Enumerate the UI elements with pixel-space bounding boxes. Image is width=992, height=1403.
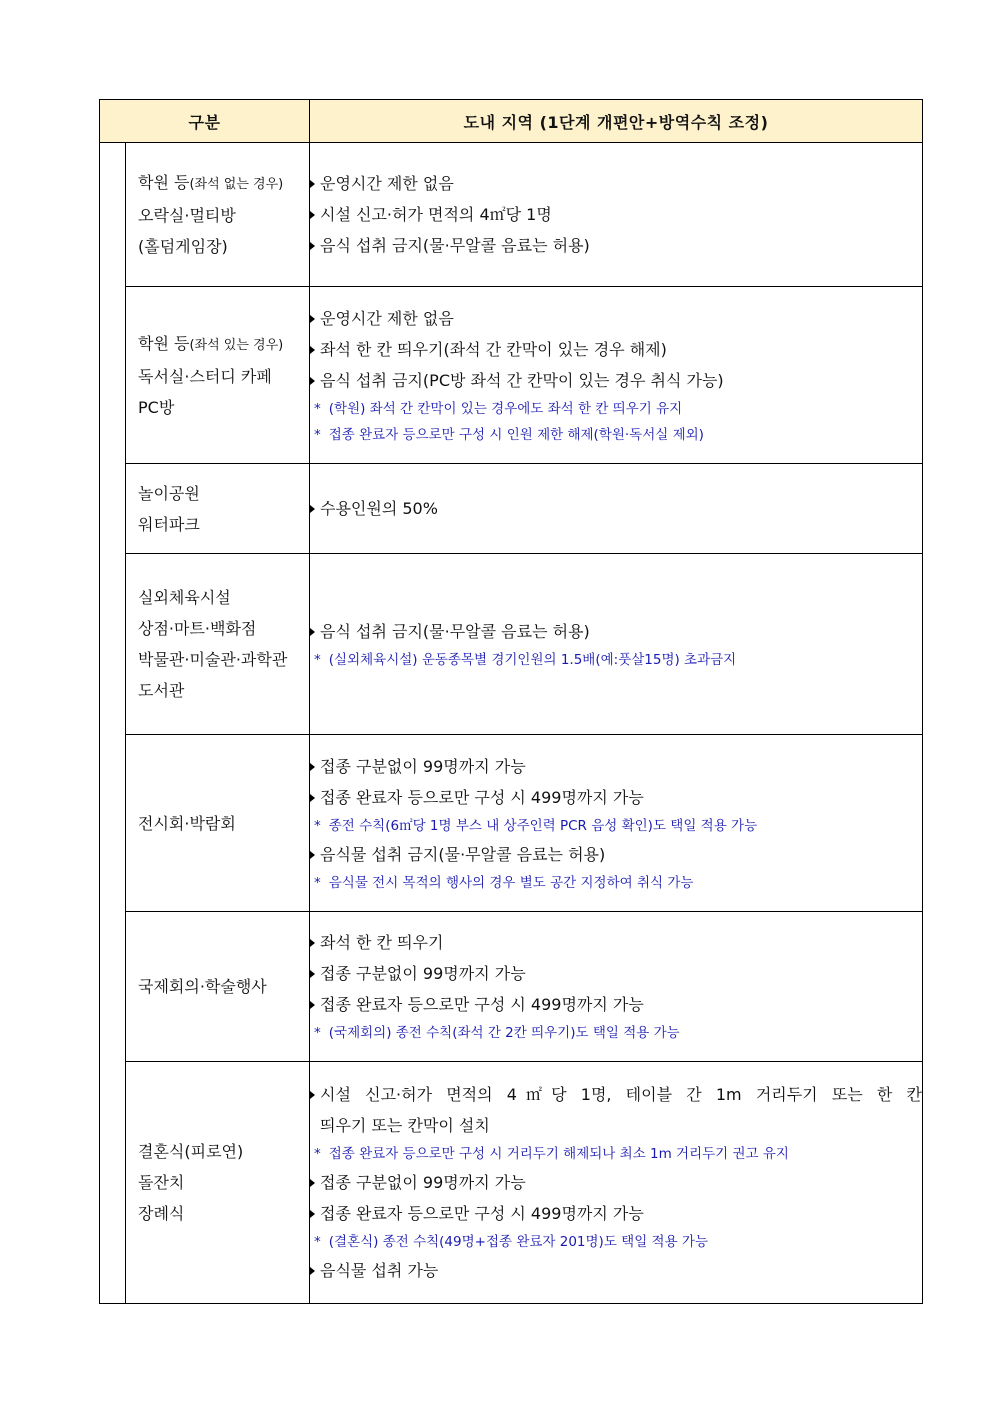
triangle-right-icon	[310, 1091, 315, 1099]
category-line	[138, 613, 309, 644]
category-line	[138, 582, 309, 613]
category-line	[138, 392, 309, 423]
rule-cell	[310, 554, 923, 735]
rule-text: 접종 완료자 등으로만 구성 시 499명까지 가능	[320, 787, 644, 807]
rule-text: 접종 완료자 등으로만 구성 시 499명까지 가능	[320, 995, 644, 1014]
footnote-text: 접종 완료자 등으로만 구성 시 거리두기 해제되나 최소 1m 거리두기 권고 유지	[328, 1146, 789, 1162]
rule-line	[310, 365, 922, 396]
footnote-text: (국제회의) 종전 수칙(좌석 간 2칸 띄우기)도 택일 적용 가능	[328, 1025, 680, 1041]
triangle-right-icon	[310, 346, 315, 354]
triangle-right-icon	[310, 763, 315, 771]
footnote-text: (실외체육시설) 운동종목별 경기인원의 1.5배(예:풋살15명) 초과금지	[328, 651, 737, 668]
table-row	[100, 143, 923, 287]
rule-cell	[310, 464, 923, 554]
footnote-text: 종전 수칙(6㎡당 1명 부스 내 상주인력 PCR 음성 확인)도 택일 적용 가능	[328, 817, 758, 834]
footnote-text: (학원) 좌석 간 칸막이 있는 경우에도 좌석 한 칸 띄우기 유지	[328, 400, 683, 417]
rule-text: 띄우기 또는 칸막이 설치	[320, 1116, 490, 1135]
footnote-text: 음식물 전시 목적의 행사의 경우 별도 공간 지정하여 취식 가능	[328, 874, 694, 891]
regulation-table	[99, 99, 923, 1304]
category-lines	[126, 808, 309, 839]
category-line	[138, 675, 309, 706]
rule-text: 음식 섭취 금지(PC방 좌석 간 칸막이 있는 경우 취식 가능)	[320, 370, 724, 390]
rule-line	[310, 927, 922, 958]
category-line	[138, 328, 309, 361]
rule-text: 음식 섭취 금지(물·무알콜 음료는 허용)	[320, 621, 590, 641]
category-label: 실외체육시설	[138, 588, 231, 607]
category-line	[138, 231, 309, 262]
rule-line	[310, 839, 922, 870]
category-label: 독서실·스터디 카페	[138, 366, 272, 386]
category-line	[138, 1167, 309, 1198]
rule-text: 시설 신고·허가 면적의 4㎡당 1명	[320, 205, 552, 224]
category-cell	[126, 1062, 310, 1304]
category-qualifier: (좌석 있는 경우)	[189, 337, 284, 353]
category-lines	[126, 1136, 309, 1229]
category-cell	[126, 143, 310, 287]
table-row	[100, 1062, 923, 1304]
category-label: (홀덤게임장)	[138, 237, 228, 256]
rule-line-continuation	[310, 1110, 922, 1141]
rule-line	[310, 168, 922, 199]
category-cell	[126, 287, 310, 464]
category-lines	[126, 582, 309, 706]
category-line	[138, 478, 309, 509]
rule-line	[310, 958, 922, 989]
rule-text: 접종 완료자 등으로만 구성 시 499명까지 가능	[320, 1204, 644, 1223]
rule-text: 접종 구분없이 99명까지 가능	[320, 756, 526, 776]
rule-line	[310, 230, 922, 261]
rule-line	[310, 334, 922, 365]
category-cell	[126, 554, 310, 735]
category-line	[138, 644, 309, 675]
table-row	[100, 554, 923, 735]
category-lines	[126, 328, 309, 423]
table-header-row	[100, 100, 923, 143]
asterisk-marker: *	[314, 1234, 321, 1250]
rule-text: 시설 신고·허가 면적의 4㎡당 1명, 테이블 간 1m 거리두기 또는 한 칸	[320, 1085, 923, 1104]
category-label: 놀이공원	[138, 483, 200, 503]
rule-cell	[310, 735, 923, 912]
rule-text: 음식물 섭취 금지(물·무알콜 음료는 허용)	[320, 844, 606, 864]
footnote-line	[310, 1229, 922, 1255]
triangle-right-icon	[310, 970, 315, 978]
category-label: 국제회의·학술행사	[138, 977, 267, 996]
rule-text: 운영시간 제한 없음	[320, 308, 454, 328]
triangle-right-icon	[310, 211, 315, 219]
rule-line	[310, 1167, 922, 1198]
rule-line	[310, 751, 922, 782]
category-label: 워터파크	[138, 514, 200, 534]
triangle-right-icon	[310, 851, 315, 859]
triangle-right-icon	[310, 794, 315, 802]
rule-text: 수용인원의 50%	[320, 499, 438, 518]
asterisk-marker: *	[314, 651, 321, 668]
rule-text: 접종 구분없이 99명까지 가능	[320, 1173, 526, 1192]
header-category: 구분	[100, 100, 310, 143]
category-line	[138, 1136, 309, 1167]
category-label: 돌잔치	[138, 1173, 185, 1192]
group-spine-cell	[100, 143, 126, 1304]
rule-line	[310, 1198, 922, 1229]
rule-line	[310, 199, 922, 230]
triangle-right-icon	[310, 505, 315, 513]
asterisk-marker: *	[314, 1146, 321, 1162]
header-region: 도내 지역 (1단계 개편안+방역수칙 조정)	[310, 100, 923, 143]
category-line	[138, 200, 309, 231]
rule-line	[310, 1079, 922, 1110]
footnote-line	[310, 870, 922, 896]
category-cell	[126, 464, 310, 554]
footnote-line	[310, 1020, 922, 1046]
triangle-right-icon	[310, 1001, 315, 1009]
category-label: 상점·마트·백화점	[138, 619, 257, 638]
category-label: 도서관	[138, 681, 185, 700]
rule-text: 음식물 섭취 가능	[320, 1261, 439, 1280]
category-qualifier: (좌석 없는 경우)	[189, 177, 284, 192]
footnote-text: 접종 완료자 등으로만 구성 시 인원 제한 해제(학원·독서실 제외)	[328, 426, 704, 443]
rule-line	[310, 989, 922, 1020]
triangle-right-icon	[310, 1267, 315, 1275]
asterisk-marker: *	[314, 874, 321, 891]
category-line	[138, 361, 309, 392]
rule-text: 접종 구분없이 99명까지 가능	[320, 964, 526, 983]
category-lines	[126, 167, 309, 262]
triangle-right-icon	[310, 315, 315, 323]
rule-text: 좌석 한 칸 띄우기	[320, 933, 444, 952]
asterisk-marker: *	[314, 426, 321, 443]
footnote-line	[310, 647, 922, 673]
rule-line	[310, 303, 922, 334]
rule-line	[310, 616, 922, 647]
table-row	[100, 464, 923, 554]
triangle-right-icon	[310, 180, 315, 188]
rule-cell	[310, 912, 923, 1062]
category-label: 학원 등	[138, 333, 190, 353]
category-cell	[126, 735, 310, 912]
footnote-line	[310, 813, 922, 839]
asterisk-marker: *	[314, 400, 321, 417]
category-line	[138, 167, 309, 200]
category-line	[138, 1198, 309, 1229]
rule-line	[310, 1255, 922, 1286]
category-label: PC방	[138, 397, 175, 417]
triangle-right-icon	[310, 1210, 315, 1218]
rule-cell	[310, 287, 923, 464]
footnote-text: (결혼식) 종전 수칙(49명+접종 완료자 201명)도 택일 적용 가능	[328, 1234, 708, 1250]
rule-line	[310, 782, 922, 813]
category-label: 오락실·멀티방	[138, 206, 236, 225]
rule-line	[310, 493, 922, 524]
triangle-right-icon	[310, 939, 315, 947]
category-label: 전시회·박람회	[138, 813, 236, 833]
table-row	[100, 735, 923, 912]
triangle-right-icon	[310, 377, 315, 385]
category-label: 학원 등	[138, 173, 190, 192]
rule-text: 좌석 한 칸 띄우기(좌석 간 칸막이 있는 경우 해제)	[320, 339, 667, 359]
rule-text: 음식 섭취 금지(물·무알콜 음료는 허용)	[320, 236, 590, 255]
table-row	[100, 912, 923, 1062]
footnote-line	[310, 1141, 922, 1167]
triangle-right-icon	[310, 242, 315, 250]
table-row	[100, 287, 923, 464]
category-cell	[126, 912, 310, 1062]
rule-text: 운영시간 제한 없음	[320, 174, 454, 193]
category-label: 장례식	[138, 1204, 185, 1223]
triangle-right-icon	[310, 1179, 315, 1187]
footnote-line	[310, 396, 922, 422]
rule-cell	[310, 1062, 923, 1304]
category-line	[138, 509, 309, 540]
asterisk-marker: *	[314, 817, 321, 834]
category-label: 박물관·미술관·과학관	[138, 650, 288, 669]
category-lines	[126, 971, 309, 1002]
asterisk-marker: *	[314, 1025, 321, 1041]
footnote-line	[310, 422, 922, 448]
rule-cell	[310, 143, 923, 287]
category-line	[138, 971, 309, 1002]
triangle-right-icon	[310, 628, 315, 636]
category-lines	[126, 478, 309, 540]
category-label: 결혼식(피로연)	[138, 1142, 244, 1161]
category-line	[138, 808, 309, 839]
